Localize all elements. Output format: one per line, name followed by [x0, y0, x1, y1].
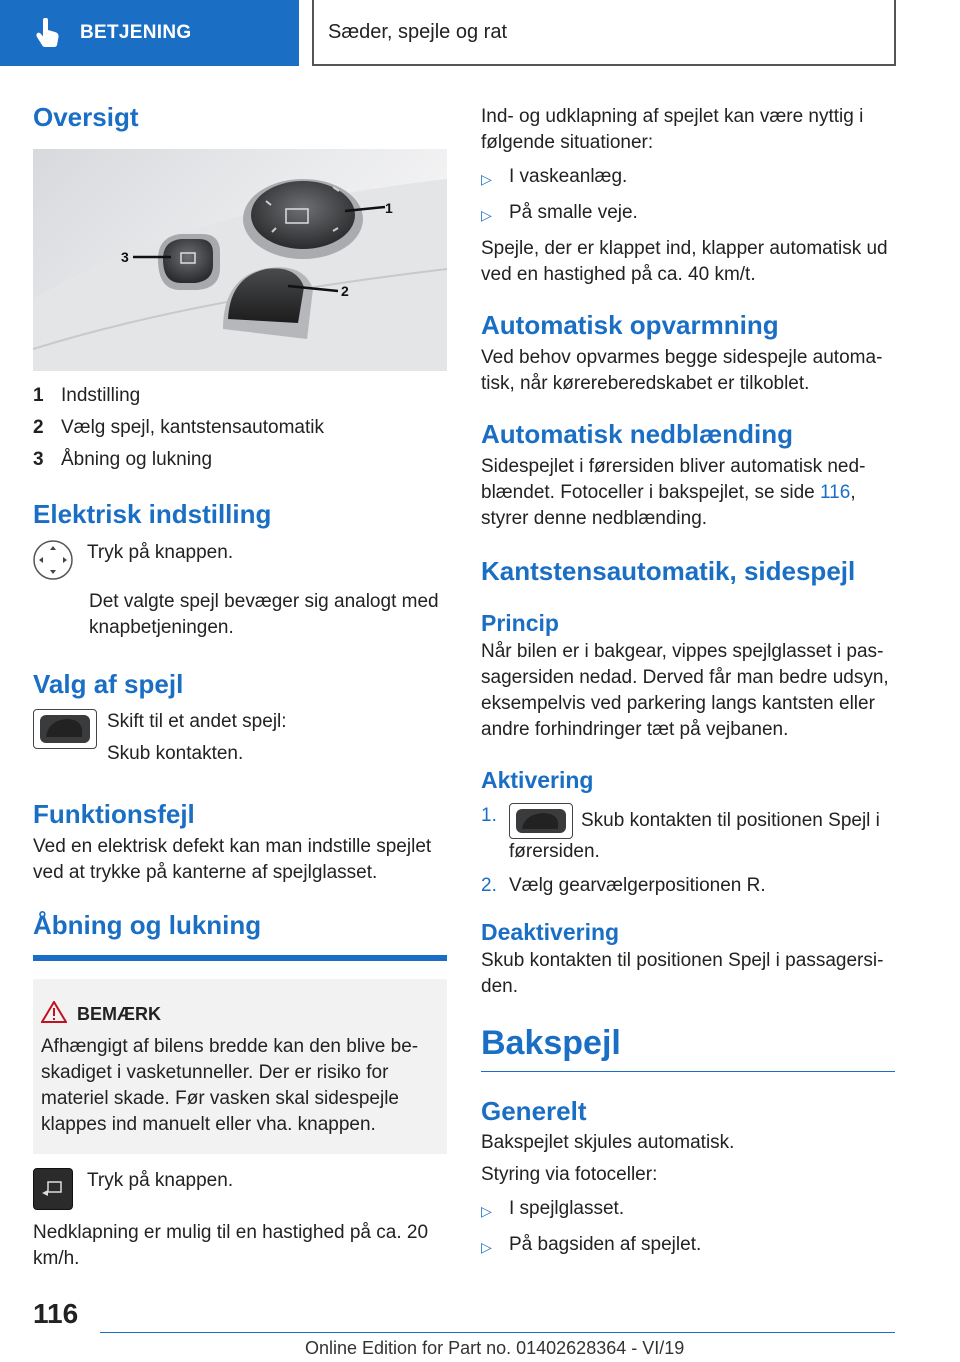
princip-text: Når bilen er i bakgear, vippes spejlglasset i passagersiden nedad. Derved får man bedre udsyn, eksempelvis ved parkering langs kantsten eller andre forhindringer tæt på vejbanen. — [481, 641, 889, 741]
right-column — [481, 104, 895, 1268]
situations-list — [481, 164, 895, 228]
kantsten-heading: Kantstensautomatik, sidespejl — [481, 556, 856, 587]
rocker-switch-icon — [509, 803, 573, 839]
fotoceller-list — [481, 1196, 895, 1260]
mirror-controls-photo — [33, 149, 447, 371]
valg-heading: Valg af spejl — [33, 669, 184, 700]
elektrisk-line2 — [33, 589, 447, 641]
notice-header — [41, 1001, 435, 1028]
generelt-line2: Styring via fotoceller: — [481, 1163, 658, 1185]
legend-number: 3 — [33, 449, 44, 471]
mirror-fold-button-icon — [33, 1168, 73, 1210]
opvarmning-text: Ved behov opvarmes begge sidespejle automatisk, når kørereberedskabet er tilkoblet. — [481, 347, 883, 395]
step-item — [481, 873, 895, 899]
deaktivering-text: Skub kontakten til positionen Spejl i passagersiden. — [481, 950, 884, 998]
legend-item — [33, 415, 447, 441]
notice-text: Afhængigt af bilens bredde kan den blive beskadiget i vasketunneller. Der er risiko for materiel skade. Før vasken skal sidespejle klappes ind manuelt eller vha. knappen. — [41, 1035, 419, 1135]
elektrisk-row — [33, 540, 447, 585]
elektrisk-line2-text: Det valgte spejl bevæger sig analogt med knapbetjeningen. — [89, 591, 439, 639]
generelt-line1: Bakspejlet skjules automatisk. — [481, 1131, 735, 1153]
section-label: BETJENING — [80, 22, 192, 43]
page-number: 116 — [33, 1298, 79, 1329]
hand-pointer-icon — [28, 13, 68, 53]
triangle-bullet-icon: ▷ — [481, 1202, 492, 1219]
list-item-text: I vaskeanlæg. — [509, 166, 628, 187]
list-item-text: På smalle veje. — [509, 202, 638, 223]
legend-number: 2 — [33, 417, 44, 439]
mirror-adjust-knob-icon — [33, 540, 73, 585]
oversigt-heading: Oversigt — [33, 102, 139, 132]
funktionsfejl-heading: Funktionsfejl — [33, 798, 195, 829]
bakspejl-rule — [481, 1071, 895, 1072]
svg-text:1: 1 — [385, 200, 393, 217]
elektrisk-line1: Tryk på knappen. — [87, 542, 234, 564]
deaktivering-heading: Deaktivering — [481, 918, 620, 945]
princip-heading: Princip — [481, 609, 559, 636]
list-item — [481, 164, 895, 192]
triangle-bullet-icon: ▷ — [481, 207, 492, 223]
elektrisk-heading: Elektrisk indstilling — [33, 499, 272, 530]
opvarmning-heading: Automatisk opvarmning — [481, 310, 779, 340]
step-item — [481, 803, 895, 865]
aktivering-heading: Aktivering — [481, 767, 594, 794]
triangle-bullet-icon: ▷ — [481, 1238, 492, 1255]
nedblaending-text — [481, 454, 895, 532]
legend-text: Indstilling — [61, 385, 141, 407]
page-link[interactable]: 116 — [820, 482, 851, 504]
svg-text:3: 3 — [121, 249, 129, 266]
footer-rule — [100, 1332, 895, 1333]
funktionsfejl-text: Ved en elektrisk defekt kan man indstille spejlet ved at trykke på kanterne af spejlglasset. — [33, 835, 432, 883]
page-title: Sæder, spejle og rat — [312, 0, 896, 66]
auto-fold-text: Spejle, der er klappet ind, klapper automatisk ud ved en hastighed på ca. 40 km/t. — [481, 238, 888, 285]
legend-list — [33, 383, 447, 473]
section-tab — [0, 0, 299, 66]
left-column — [33, 92, 447, 1272]
notice-label: BEMÆRK — [77, 1003, 161, 1024]
step-body — [509, 803, 895, 865]
notice-box — [33, 979, 447, 1154]
fold-press-text: Tryk på knappen. — [87, 1169, 234, 1191]
bakspejl-heading: Bakspejl — [481, 1024, 621, 1063]
svg-text:2: 2 — [341, 283, 349, 300]
valg-row — [33, 709, 447, 767]
aabning-heading: Åbning og lukning — [33, 909, 262, 940]
rocker-switch-icon — [33, 709, 97, 749]
valg-line2: Skub kontakten. — [107, 742, 244, 764]
list-item — [481, 200, 895, 228]
generelt-heading: Generelt — [481, 1096, 587, 1127]
step-text: Skub kontakten til positionen Spejl i førersiden. — [509, 809, 880, 862]
list-item — [481, 1232, 895, 1260]
fold-button-row — [33, 1168, 447, 1210]
nedblaending-heading: Automatisk nedblænding — [481, 419, 793, 450]
section-rule — [33, 955, 447, 961]
list-item-text: I spejlglasset. — [509, 1197, 625, 1219]
nedblaending-text-2: , styrer denne nedblænding. — [481, 482, 856, 530]
legend-text: Åbning og lukning — [61, 449, 213, 471]
edition-text: Online Edition for Part no. 01402628364 - VI/19 — [305, 1338, 685, 1358]
legend-item — [33, 383, 447, 409]
mirror-controls-illustration — [33, 149, 447, 371]
step-text: Vælg gearvælgerpositionen R. — [509, 874, 766, 896]
warning-triangle-icon — [41, 1001, 67, 1028]
legend-number: 1 — [33, 385, 44, 407]
nedblaending-text-1: Sidespejlet i førersiden bliver automatisk nedblændet. Fotoceller i bakspejlet, se side — [481, 456, 866, 504]
aktivering-steps — [481, 803, 895, 899]
legend-item — [33, 447, 447, 473]
step-number: 2. — [481, 874, 497, 896]
valg-line1: Skift til et andet spejl: — [107, 710, 287, 732]
legend-text: Vælg spejl, kantstensautomatik — [61, 417, 324, 439]
intro-text: Ind- og udklapning af spejlet kan være nyttig i følgende situationer: — [481, 106, 864, 153]
triangle-bullet-icon: ▷ — [481, 171, 492, 187]
list-item — [481, 1196, 895, 1224]
fold-speed-text: Nedklapning er mulig til en hastighed på ca. 20 km/h. — [33, 1221, 429, 1269]
list-item-text: På bagsiden af spejlet. — [509, 1233, 702, 1255]
step-number: 1. — [481, 804, 497, 826]
